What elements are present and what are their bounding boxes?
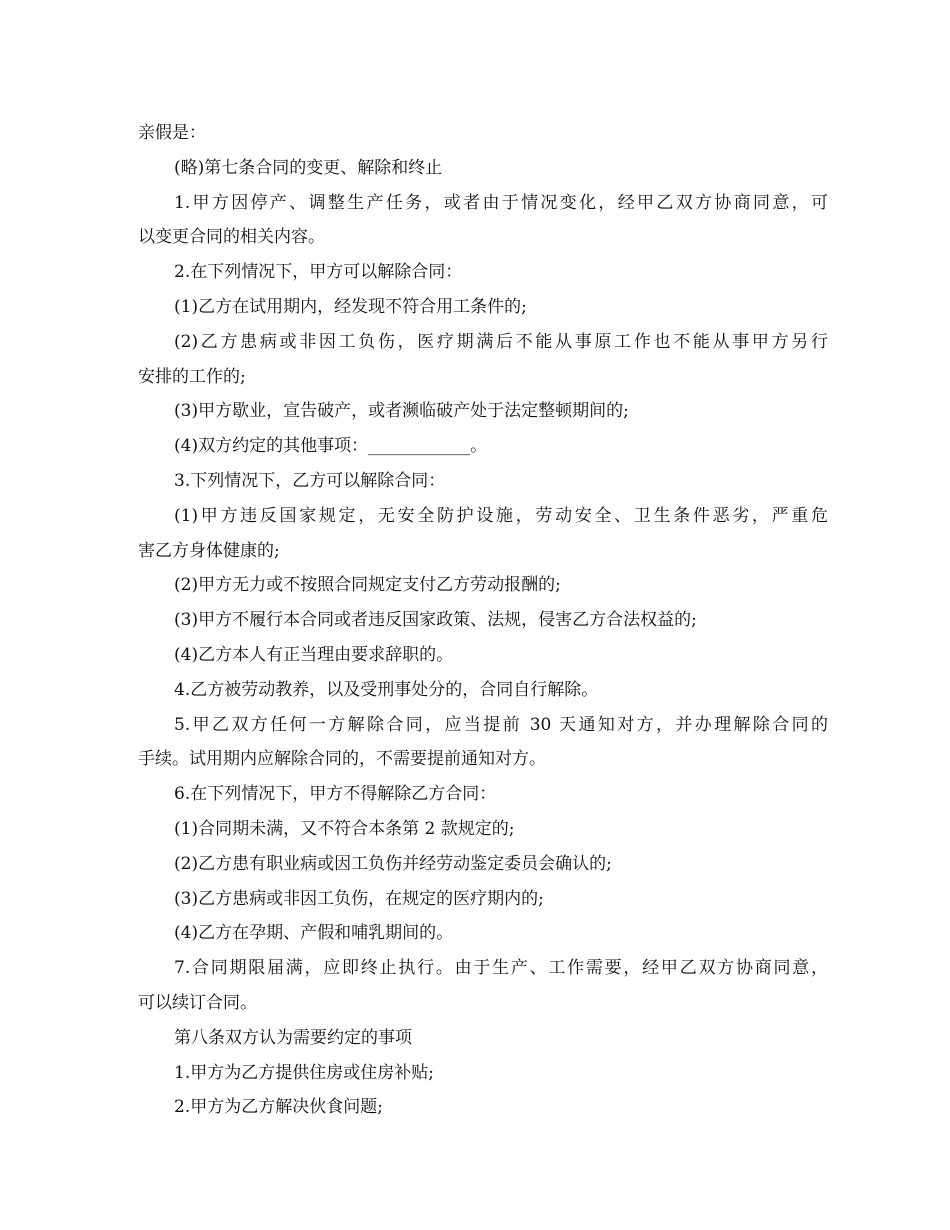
text-line: 害乙方身体健康的; bbox=[138, 540, 280, 561]
text-line: (3)甲方不履行本合同或者违反国家政策、法规，侵害乙方合法权益的; bbox=[174, 610, 697, 631]
text-line: (4)乙方在孕期、产假和哺乳期间的。 bbox=[174, 923, 454, 944]
text-line: 可以续订合同。 bbox=[138, 992, 257, 1013]
text-line: (2)乙方患有职业病或因工负伤并经劳动鉴定委员会确认的; bbox=[174, 853, 612, 874]
text-line: 1.甲方为乙方提供住房或住房补贴; bbox=[174, 1062, 434, 1083]
text-line: (4)双方约定的其他事项：____________。 bbox=[174, 436, 488, 457]
text-line: (略)第七条合同的变更、解除和终止 bbox=[174, 157, 443, 178]
text-line: (3)甲方歇业，宣告破产，或者濒临破产处于法定整顿期间的; bbox=[174, 401, 629, 422]
text-line: 2.甲方为乙方解决伙食问题; bbox=[174, 1097, 383, 1118]
text-line: 安排的工作的; bbox=[138, 366, 246, 387]
text-line: 亲假是： bbox=[138, 123, 206, 143]
text-line: (2)乙方患病或非因工负伤，医疗期满后不能从事原工作也不能从事甲方另行 bbox=[174, 331, 828, 352]
text-line: (1)合同期未满，又不符合本条第 2 款规定的; bbox=[174, 818, 515, 839]
text-line: 2.在下列情况下，甲方可以解除合同： bbox=[174, 262, 463, 283]
text-line: (4)乙方本人有正当理由要求辞职的。 bbox=[174, 644, 454, 665]
text-line: 第八条双方认为需要约定的事项 bbox=[174, 1027, 412, 1048]
text-line: 3.下列情况下，乙方可以解除合同： bbox=[174, 470, 446, 491]
text-line: 7.合同期限届满，应即终止执行。由于生产、工作需要，经甲乙双方协商同意， bbox=[174, 958, 828, 979]
text-line: 手续。试用期内应解除合同的，不需要提前通知对方。 bbox=[138, 749, 546, 770]
text-line: (1)乙方在试用期内，经发现不符合用工条件的; bbox=[174, 296, 527, 317]
text-line: 4.乙方被劳动教养，以及受刑事处分的，合同自行解除。 bbox=[174, 679, 599, 700]
text-line: (1)甲方违反国家规定，无安全防护设施，劳动安全、卫生条件恶劣，严重危 bbox=[174, 505, 828, 526]
contract-text-body bbox=[138, 116, 828, 1125]
text-line: 以变更合同的相关内容。 bbox=[138, 227, 325, 248]
text-line: (2)甲方无力或不按照合同规定支付乙方劳动报酬的; bbox=[174, 575, 561, 596]
text-line: (3)乙方患病或非因工负伤，在规定的医疗期内的; bbox=[174, 888, 544, 909]
text-line: 1.甲方因停产、调整生产任务，或者由于情况变化，经甲乙双方协商同意，可 bbox=[174, 192, 828, 213]
text-line: 5.甲乙双方任何一方解除合同，应当提前 30 天通知对方，并办理解除合同的 bbox=[174, 714, 828, 735]
text-line: 6.在下列情况下，甲方不得解除乙方合同： bbox=[174, 784, 497, 805]
